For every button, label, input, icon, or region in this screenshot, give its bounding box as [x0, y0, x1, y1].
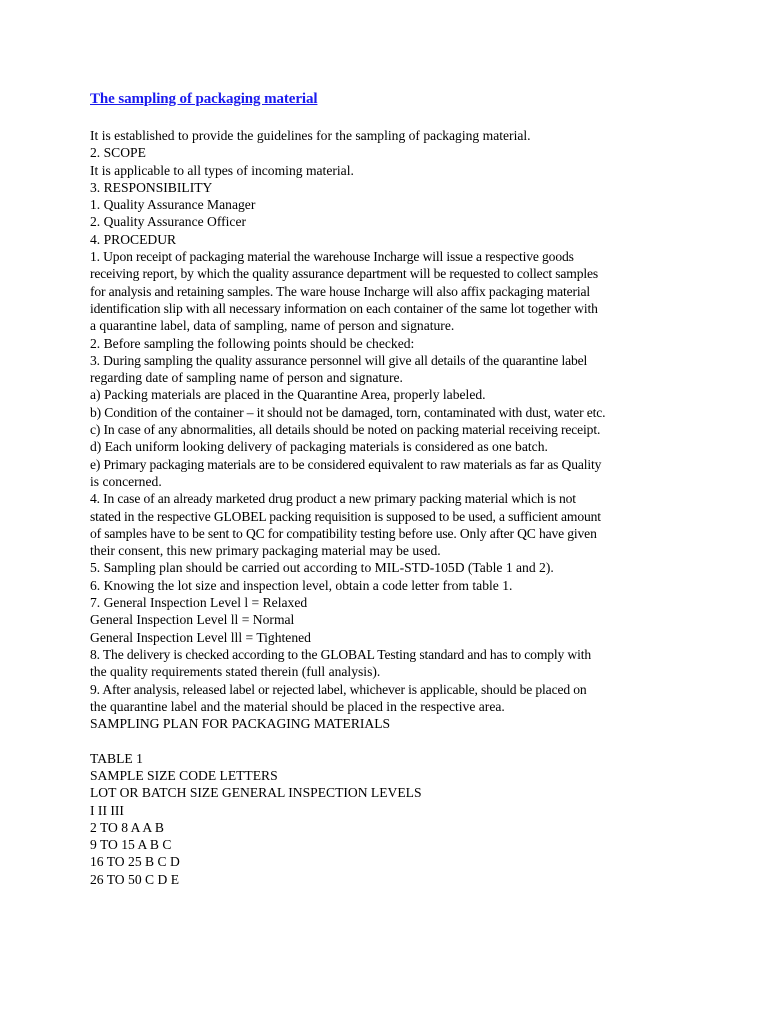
section-heading: 4. PROCEDUR: [90, 231, 177, 247]
section-heading: 2. SCOPE: [90, 145, 146, 161]
text-line: the quality requirements stated therein (full analysis).: [90, 664, 381, 680]
text-line: stated in the respective GLOBEL packing requisition is supposed to be used, a sufficient amount: [90, 508, 601, 524]
list-item: 1. Quality Assurance Manager: [90, 197, 256, 213]
text-line: General Inspection Level ll = Normal: [90, 612, 295, 628]
table-subtitle: SAMPLE SIZE CODE LETTERS: [90, 767, 278, 783]
text-line: 7. General Inspection Level l = Relaxed: [90, 595, 308, 611]
document-body: [90, 127, 760, 888]
text-line: of samples have to be sent to QC for compatibility testing before use. Only after QC have given: [90, 525, 597, 541]
text-line: 3. During sampling the quality assurance personnel will give all details of the quarantine label: [90, 352, 588, 368]
list-item: 2. Quality Assurance Officer: [90, 214, 247, 230]
text-line: 9. After analysis, released label or rejected label, whichever is applicable, should be placed on: [90, 681, 587, 697]
text-line: General Inspection Level lll = Tightened: [90, 629, 311, 645]
text-line: is concerned.: [90, 473, 162, 489]
table-header: I II III: [90, 802, 124, 818]
text-line: 1. Upon receipt of packaging material the warehouse Incharge will issue a respective goods: [90, 249, 574, 265]
document-title[interactable]: The sampling of packaging material: [90, 91, 318, 107]
list-item: b) Condition of the container – it should not be damaged, torn, contaminated with dust, water etc.: [90, 404, 606, 420]
text-line: It is established to provide the guidelines for the sampling of packaging material.: [90, 128, 531, 143]
blank-line: [90, 732, 760, 749]
table-row: 2 TO 8 A A B: [90, 819, 164, 835]
list-item: c) In case of any abnormalities, all details should be noted on packing material receiving receipt.: [90, 422, 601, 438]
section-heading: 3. RESPONSIBILITY: [90, 179, 213, 195]
text-line: regarding date of sampling name of person and signature.: [90, 370, 403, 386]
text-line: 8. The delivery is checked according to the GLOBAL Testing standard and has to comply with: [90, 646, 591, 662]
table-row: 26 TO 50 C D E: [90, 871, 179, 887]
list-item: e) Primary packaging materials are to be considered equivalent to raw materials as far as Quality: [90, 456, 602, 472]
text-line: for analysis and retaining samples. The ware house Incharge will also affix packaging material: [90, 283, 591, 299]
list-item: d) Each uniform looking delivery of packaging materials is considered as one batch.: [90, 439, 548, 455]
text-line: their consent, this new primary packaging material may be used.: [90, 543, 441, 559]
table-row: 9 TO 15 A B C: [90, 837, 172, 853]
table-title: TABLE 1: [90, 750, 143, 766]
text-line: 5. Sampling plan should be carried out according to MIL-STD-105D (Table 1 and 2).: [90, 560, 554, 576]
text-line: identification slip with all necessary information on each container of the same lot together with: [90, 300, 598, 316]
text-line: receiving report, by which the quality assurance department will be requested to collect samples: [90, 266, 599, 282]
text-line: 6. Knowing the lot size and inspection level, obtain a code letter from table 1.: [90, 577, 513, 593]
text-line: the quarantine label and the material should be placed in the respective area.: [90, 698, 505, 714]
list-item: a) Packing materials are placed in the Quarantine Area, properly labeled.: [90, 387, 486, 403]
text-line: It is applicable to all types of incoming material.: [90, 162, 354, 178]
text-line: a quarantine label, data of sampling, name of person and signature.: [90, 318, 455, 334]
table-header: LOT OR BATCH SIZE GENERAL INSPECTION LEVELS: [90, 785, 422, 801]
section-heading: SAMPLING PLAN FOR PACKAGING MATERIALS: [90, 716, 391, 732]
text-line: 2. Before sampling the following points should be checked:: [90, 335, 415, 351]
table-row: 16 TO 25 B C D: [90, 854, 180, 870]
text-line: 4. In case of an already marketed drug product a new primary packing material which is not: [90, 491, 576, 507]
